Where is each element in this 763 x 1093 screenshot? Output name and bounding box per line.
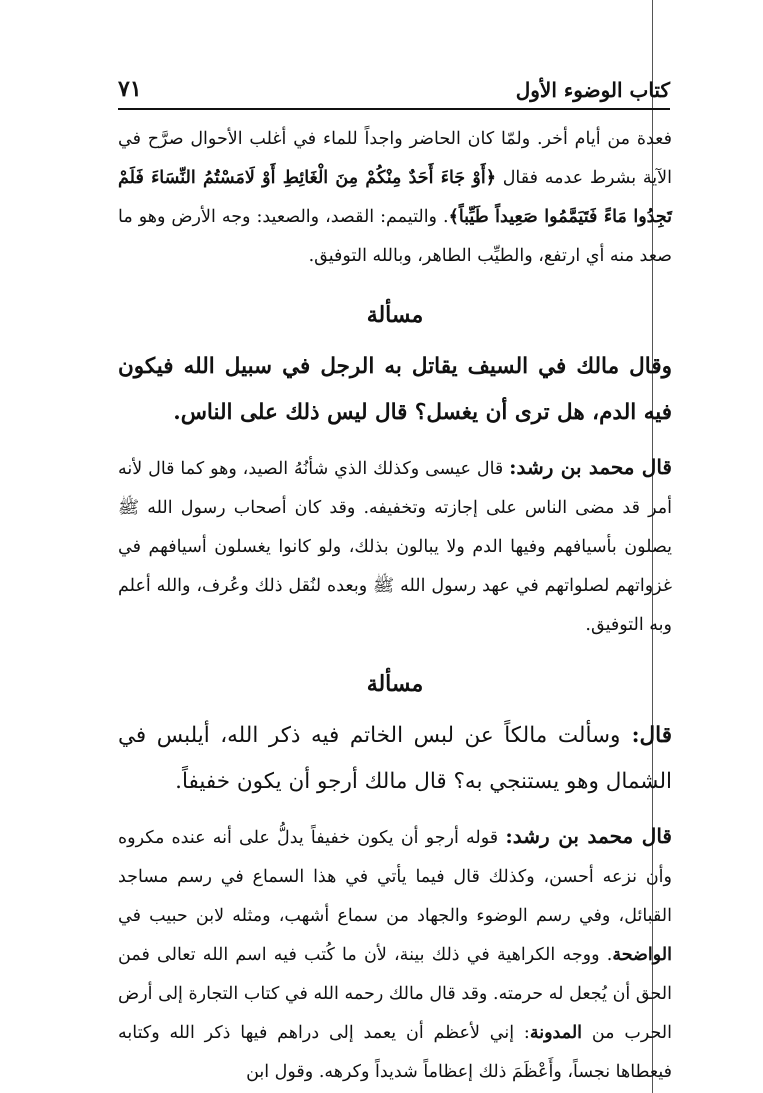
section2-question-label: قال: bbox=[631, 723, 672, 748]
quran-verse: ﴿أَوْ جَاءَ أَحَدٌ مِنْكُمْ مِنَ الْغَائِطِ أَوْ لَامَسْتُمُ النِّسَاءَ فَلَمْ تَجِدُوا مَاءً فَتَيَمَّمُوا صَعِيداً طَيِّباً﴾ bbox=[118, 168, 673, 227]
section2-answer-c: : إني لأعظم أن يعمد إلى دراهم فيها ذكر الله وكتابه فيعطاها نجساً، وأَعْظَمَ ذلك إعظاماً شديداً وكرهه. وقول ابن bbox=[118, 1023, 672, 1082]
section1-answer bbox=[118, 448, 672, 645]
section1-heading: مسألة bbox=[366, 302, 424, 328]
book-title-wadiha: الواضحة bbox=[612, 945, 672, 965]
section1-answer-label: قال محمد بن رشد: bbox=[509, 455, 672, 479]
intro-text-a: فعدة من أيام أخر. ولمّا كان الحاضر واجداً للماء في أغلب الأحوال صرَّح في الآية بشرط عدمه فقال bbox=[118, 129, 672, 188]
section2-question bbox=[118, 713, 672, 805]
section1-question: وقال مالك في السيف يقاتل به الرجل في سبيل الله فيكون فيه الدم، هل ترى أن يغسل؟ قال ليس ذلك على الناس. bbox=[118, 354, 672, 425]
section1-answer-text: قال عيسى وكذلك الذي شأنُهُ الصيد، وهو كما قال لأنه أمر قد مضى الناس على إجازته وتخفيفه. وقد كان أصحاب رسول الله ﷺ يصلون بأسيافهم وفيها الدم ولا يبالون بذلك، ولو كانوا يغسلون أسيافهم في غزواتهم لصلواتهم في عهد رسول الله ﷺ وبعده لنُقل ذلك وعُرف، والله أعلم وبه التوفيق. bbox=[118, 459, 672, 635]
section2-answer bbox=[118, 817, 672, 1092]
section2-answer-label: قال محمد بن رشد: bbox=[505, 824, 672, 848]
header-divider bbox=[118, 108, 670, 110]
page-header bbox=[118, 70, 670, 110]
section2-question-text: وسألت مالكاً عن لبس الخاتم فيه ذكر الله، أيلبس في الشمال وهو يستنجي به؟ قال مالك أرجو أن يكون خفيفاً. bbox=[118, 723, 672, 794]
book-title-mudawwana: المدونة bbox=[529, 1023, 583, 1043]
page-body bbox=[118, 120, 672, 1092]
section2-heading: مسألة bbox=[366, 671, 424, 697]
section2-answer-b: . ووجه الكراهية في ذلك بينة، لأن ما كُتب فيه اسم الله تعالى فمن الحق أن يُجعل له حرمته. وقد قال مالك رحمه الله في كتاب التجارة إلى أرض الحرب من bbox=[118, 945, 672, 1043]
intro-paragraph bbox=[118, 120, 672, 276]
intro-text-b: . والتيمم: القصد، والصعيد: وجه الأرض وهو ما صعد منه أي ارتفع، والطيِّب الطاهر، وبالله التوفيق. bbox=[118, 207, 672, 266]
chapter-title: كتاب الوضوء الأول bbox=[515, 78, 670, 102]
page-number: ٧١ bbox=[118, 76, 142, 102]
section2-answer-a: قوله أرجو أن يكون خفيفاً يدلُّ على أنه عنده مكروه وأن نزعه أحسن، وكذلك قال فيما يأتي في هذا السماع في رسم مساجد القبائل، وفي رسم الوضوء والجهاد من سماع أشهب، ومثله لابن حبيب في bbox=[118, 828, 672, 926]
